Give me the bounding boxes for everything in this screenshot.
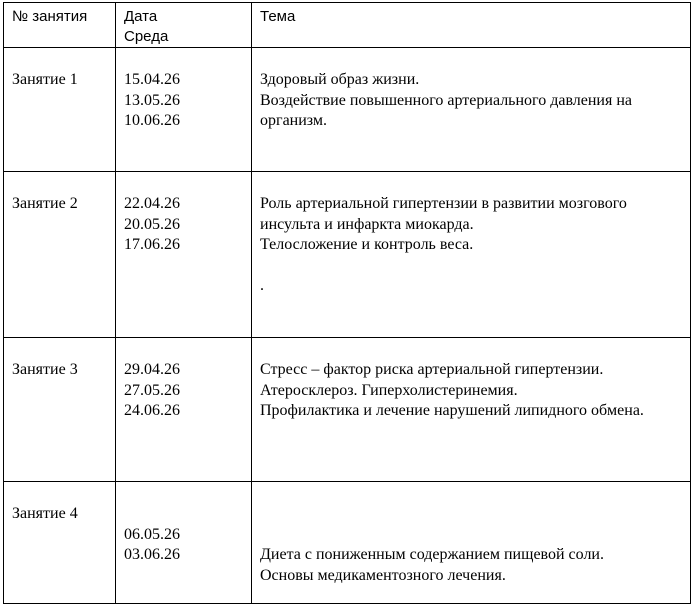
session-name: Занятие 1 bbox=[12, 71, 78, 88]
session-date: 15.04.26 bbox=[124, 71, 180, 88]
session-name: Занятие 2 bbox=[12, 195, 78, 212]
table-row bbox=[4, 172, 691, 338]
session-topic: Стресс – фактор риска артериальной гипертензии. bbox=[260, 361, 604, 378]
table-row bbox=[4, 482, 691, 604]
session-topic: Основы медикаментозного лечения. bbox=[260, 566, 506, 584]
table-row bbox=[4, 48, 691, 172]
session-date: 22.04.26 bbox=[124, 195, 180, 212]
header-topic-label: Тема bbox=[260, 8, 296, 25]
header-cell-topic bbox=[252, 3, 691, 48]
session-name-cell bbox=[4, 172, 116, 338]
session-topic: Атеросклероз. Гиперхолистеринемия. bbox=[260, 381, 518, 399]
session-note: . bbox=[260, 277, 264, 294]
header-number-label: № занятия bbox=[12, 8, 88, 25]
session-topic: Здоровый образ жизни. bbox=[260, 71, 420, 88]
session-dates-cell bbox=[116, 172, 252, 338]
session-date: 27.05.26 bbox=[124, 381, 180, 399]
session-name: Занятие 3 bbox=[12, 361, 78, 378]
session-date: 10.06.26 bbox=[124, 112, 180, 129]
session-topic-cell bbox=[252, 482, 691, 604]
session-topic: Воздействие повышенного артериального давления на организм. bbox=[260, 91, 633, 129]
session-name-cell bbox=[4, 338, 116, 482]
session-topic: Диета с пониженным содержанием пищевой соли. bbox=[260, 546, 604, 563]
session-date: 13.05.26 bbox=[124, 91, 180, 109]
session-date: 03.06.26 bbox=[124, 546, 180, 563]
session-dates-cell bbox=[116, 338, 252, 482]
session-topic: Профилактика и лечение нарушений липидного обмена. bbox=[260, 402, 644, 419]
table-header-row bbox=[4, 3, 691, 48]
session-name-cell bbox=[4, 482, 116, 604]
session-date: 24.06.26 bbox=[124, 402, 180, 419]
schedule-table bbox=[3, 2, 691, 604]
session-dates-cell bbox=[116, 48, 252, 172]
session-name: Занятие 4 bbox=[12, 505, 78, 522]
header-cell-number bbox=[4, 3, 116, 48]
header-weekday-label: Среда bbox=[124, 28, 169, 45]
session-topic-cell bbox=[252, 338, 691, 482]
session-date: 06.05.26 bbox=[124, 525, 180, 543]
table-row bbox=[4, 338, 691, 482]
session-topic: Роль артериальной гипертензии в развитии мозгового инсульта и инфаркта миокарда. bbox=[260, 195, 627, 233]
session-date: 20.05.26 bbox=[124, 215, 180, 233]
session-date: 29.04.26 bbox=[124, 361, 180, 378]
header-cell-date bbox=[116, 3, 252, 48]
session-topic: Телосложение и контроль веса. bbox=[260, 236, 474, 253]
header-date-label: Дата bbox=[124, 8, 158, 25]
session-dates-cell bbox=[116, 482, 252, 604]
session-date: 17.06.26 bbox=[124, 236, 180, 253]
session-topic-cell bbox=[252, 172, 691, 338]
session-topic-cell bbox=[252, 48, 691, 172]
session-name-cell bbox=[4, 48, 116, 172]
